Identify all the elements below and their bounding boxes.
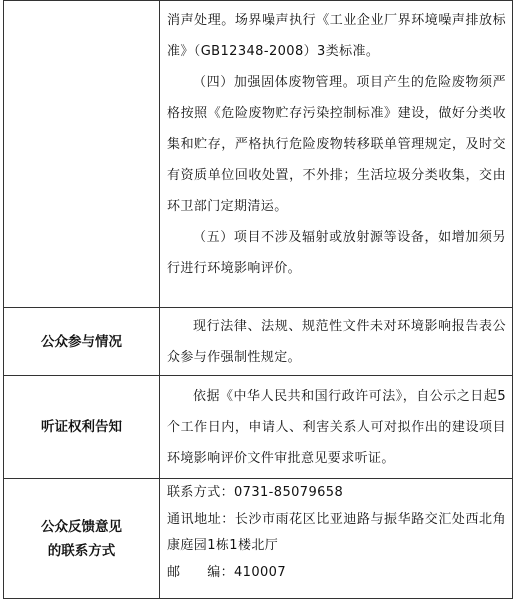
table-row-measures	[4, 1, 513, 308]
table-row-contact	[4, 479, 513, 599]
public-participation-text: 现行法律、法规、规范性文件未对环境影响报告表公众参与作强制性规定。	[167, 319, 506, 365]
hearing-rights-content	[160, 376, 513, 479]
public-participation-content	[160, 308, 513, 376]
approval-notice-table	[3, 0, 513, 599]
hearing-rights-text: 依据《中华人民共和国行政许可法》，自公示之日起5个工作日内，申请人、利害关系人可对拟作出的建设项目环境影响评价文件审批意见要求听证。	[167, 389, 506, 466]
noise-paragraph: 消声处理。场界噪声执行《工业企业厂界环境噪声排放标准》（GB12348-2008）3类标准。	[167, 13, 506, 59]
solid-waste-paragraph: （四）加强固体废物管理。项目产生的危险废物须严格按照《危险废物贮存污染控制标准》建设，做好分类收集和贮存，严格执行危险废物转移联单管理规定，及时交有资质单位回收处置，不外排；生活垃圾分类收集，交由环卫部门定期清运。	[167, 75, 506, 214]
hearing-rights-label: 听证权利告知	[4, 376, 160, 479]
measures-content	[160, 1, 513, 308]
radiation-paragraph: （五）项目不涉及辐射或放射源等设备，如增加须另行进行环境影响评价。	[167, 230, 506, 276]
contact-phone: 联系方式：0731-85079658	[167, 485, 344, 500]
row-label-empty	[4, 1, 160, 308]
contact-postcode: 邮 编：410007	[167, 564, 287, 580]
public-participation-label: 公众参与情况	[4, 308, 160, 376]
contact-label-line-2: 的联系方式	[47, 542, 116, 559]
contact-address: 通讯地址：长沙市雨花区比亚迪路与振华路交汇处西北角康庭园1栋1楼北厅	[167, 511, 506, 553]
table-row-public-participation	[4, 308, 513, 376]
contact-label-line-1: 公众反馈意见	[41, 518, 122, 535]
table-row-hearing-rights	[4, 376, 513, 479]
contact-content	[160, 479, 513, 599]
contact-label	[4, 479, 160, 599]
